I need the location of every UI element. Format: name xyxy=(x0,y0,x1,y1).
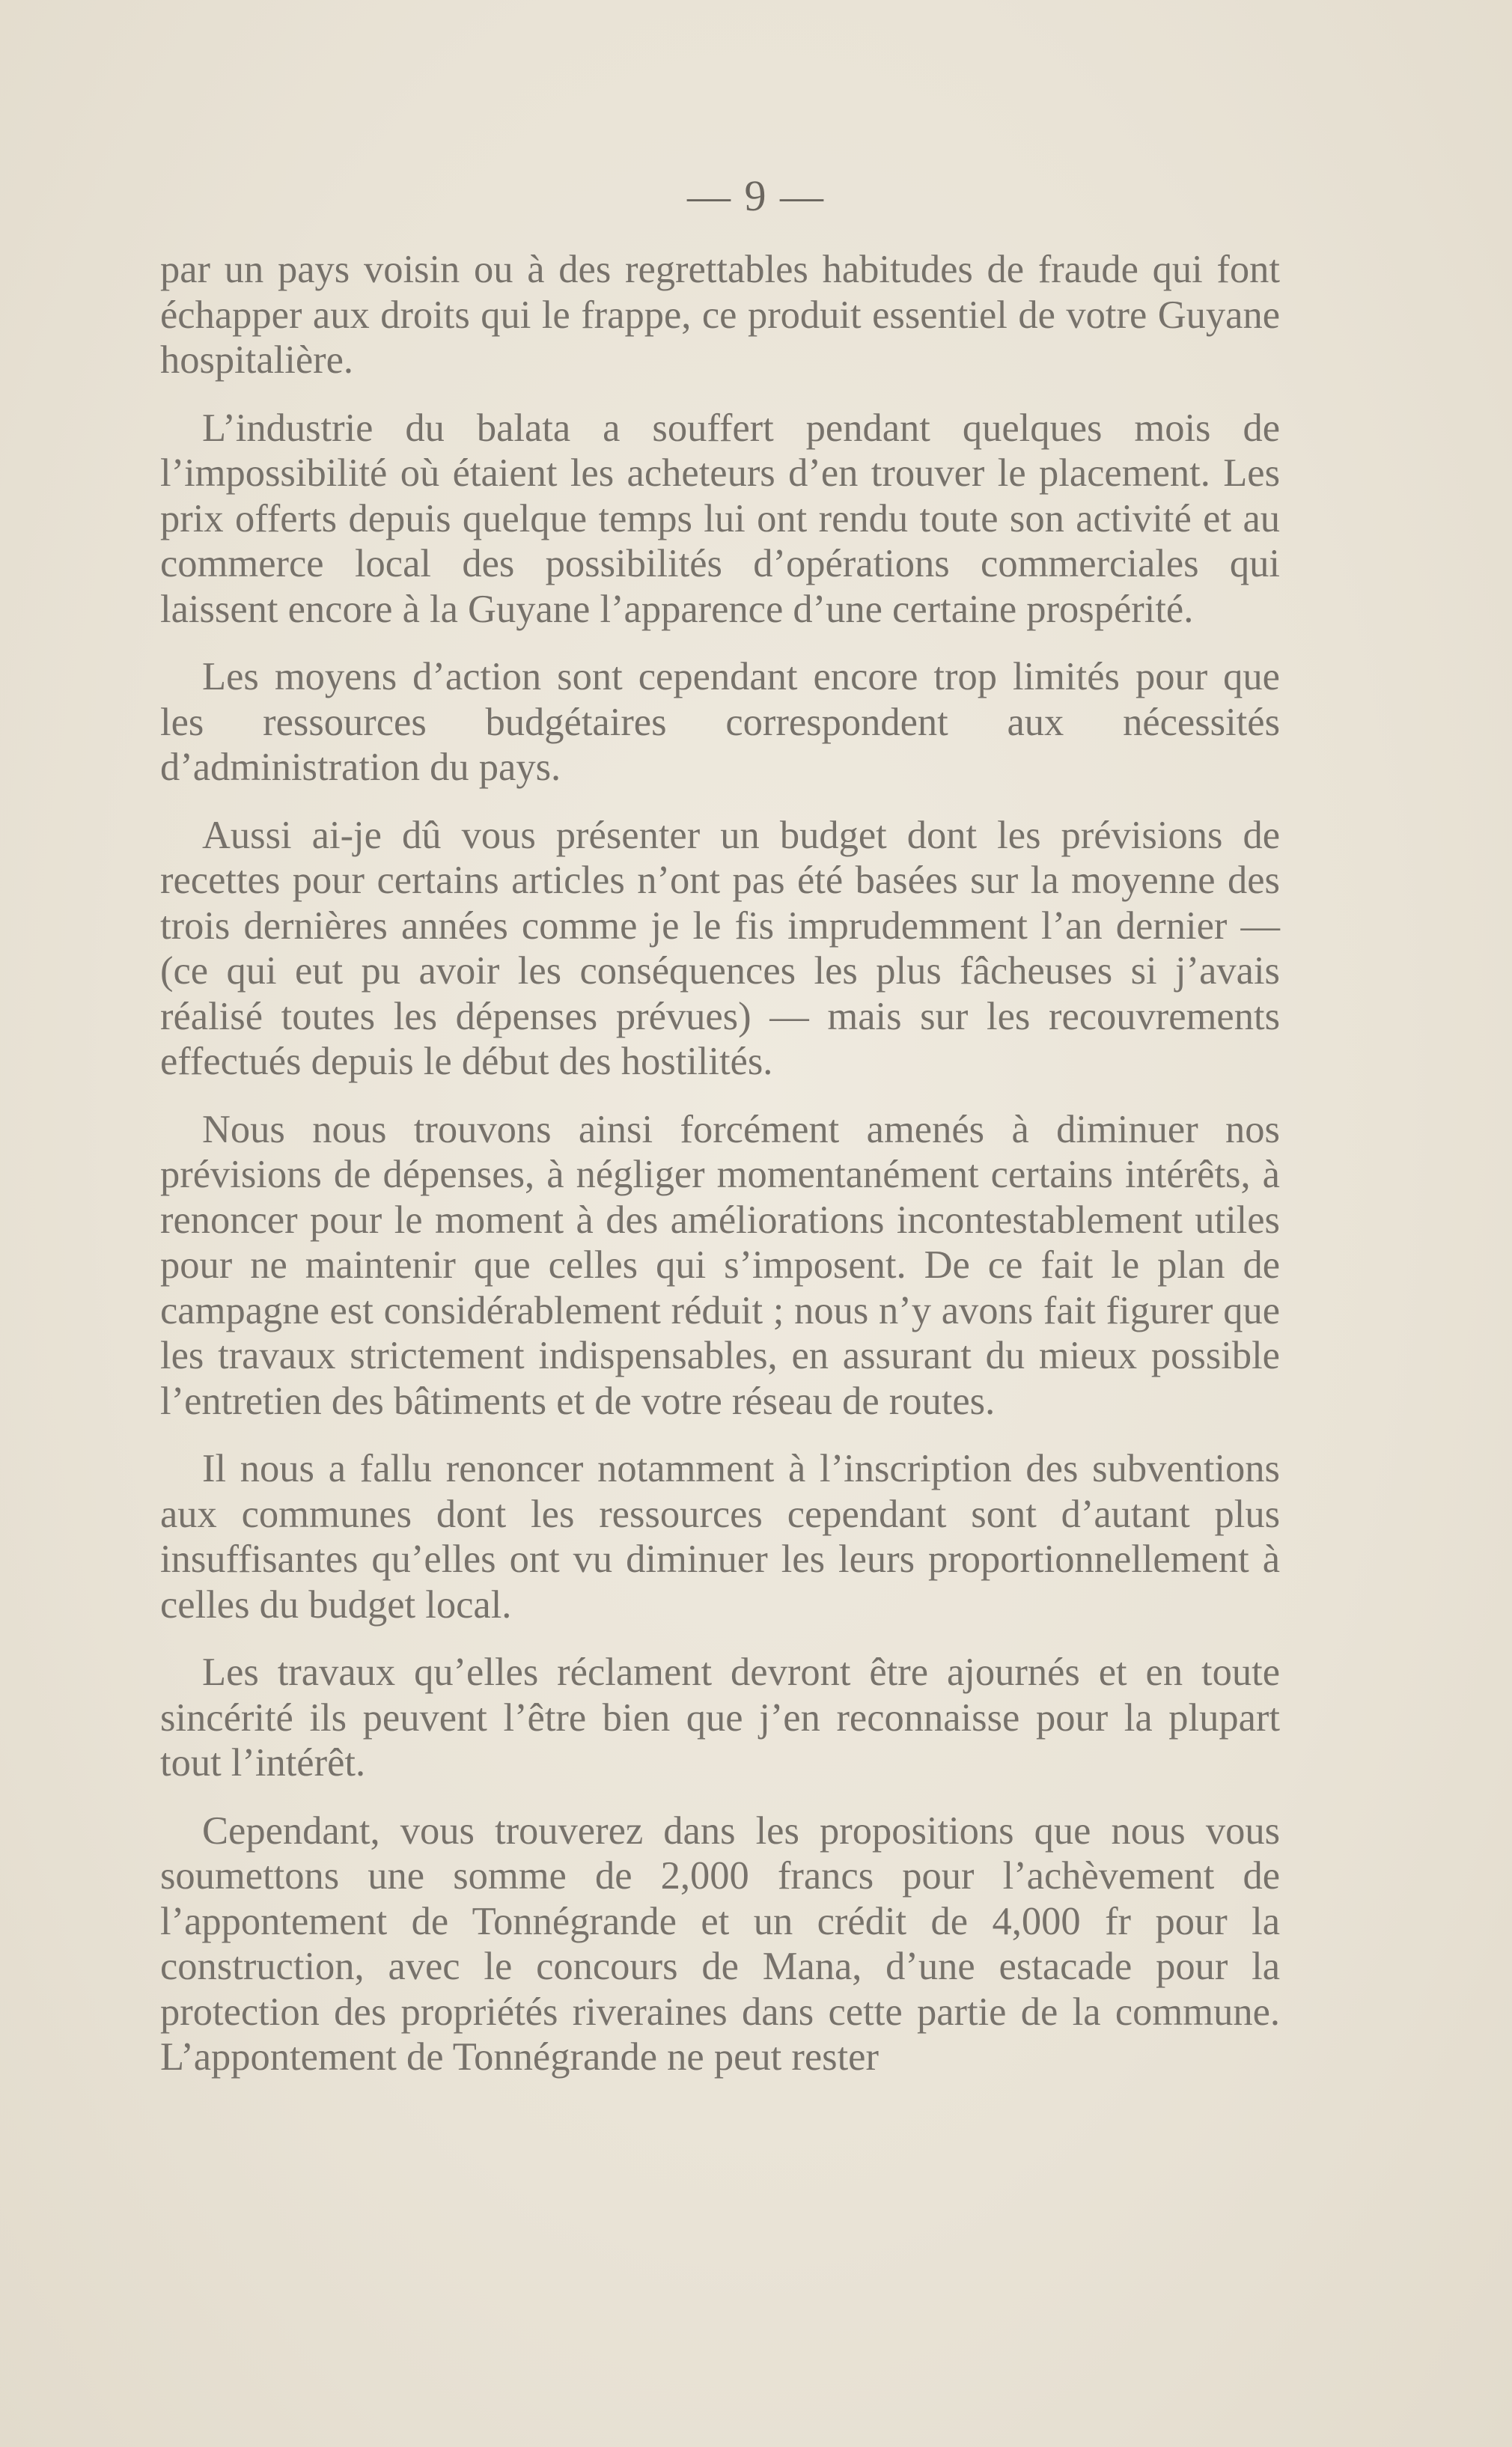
body-text xyxy=(160,247,1280,2103)
paragraph-2: L’industrie du balata a souffert pendant quelques mois de l’impossibilité où étaient les acheteurs d’en trouver le placement. Les prix offerts depuis quelque temps lui ont rendu toute son activité et au commerce local des possibilités d’opérations commerciales qui laissent encore à la Guyane l’apparence d’une certaine prospérité. xyxy=(160,406,1280,631)
paragraph-4: Aussi ai-je dû vous présenter un budget dont les prévisions de recettes pour certains articles n’ont pas été basées sur la moyenne des trois dernières années comme je le fis imprudemment l’an dernier — (ce qui eut pu avoir les conséquences les plus fâcheuses si j’avais réalisé toutes les dépenses prévues) — mais sur les recouvrements effectués depuis le début des hostilités. xyxy=(160,813,1280,1083)
paragraph-3: Les moyens d’action sont cependant encore trop limités pour que les ressources budgétaires correspondent aux nécessités d’administration du pays. xyxy=(160,655,1280,789)
paragraph-8: Cependant, vous trouverez dans les propositions que nous vous soumettons une somme de 2,000 francs pour l’achèvement de l’appontement de Tonnégrande et un crédit de 4,000 fr pour la construction, avec le concours de Mana, d’une estacade pour la protection des propriétés riveraines dans cette partie de la commune. L’appontement de Tonnégrande ne peut rester xyxy=(160,1808,1280,2079)
paragraph-7: Les travaux qu’elles réclament devront être ajournés et en toute sincérité ils peuvent l’être bien que j’en reconnaisse pour la plupart tout l’intérêt. xyxy=(160,1651,1280,1785)
page-number: — 9 — xyxy=(687,171,825,220)
paragraph-5: Nous nous trouvons ainsi forcément amenés à diminuer nos prévisions de dépenses, à négliger momentanément certains intérêts, à renoncer pour le moment à des améliorations incontestablement utiles pour ne maintenir que celles qui s’imposent. De ce fait le plan de campagne est considérablement réduit ; nous n’y avons fait figurer que les travaux strictement indispensables, en assurant du mieux possible l’entretien des bâtiments et de votre réseau de routes. xyxy=(160,1107,1280,1423)
paragraph-6: Il nous a fallu renoncer notamment à l’inscription des subventions aux communes dont les ressources cependant sont d’autant plus insuffisantes qu’elles ont vu diminuer les leurs proportionnellement à celles du budget local. xyxy=(160,1447,1280,1627)
paragraph-1: par un pays voisin ou à des regrettables habitudes de fraude qui font échapper aux droits qui le frappe, ce produit essentiel de votre Guyane hospitalière. xyxy=(160,248,1280,382)
